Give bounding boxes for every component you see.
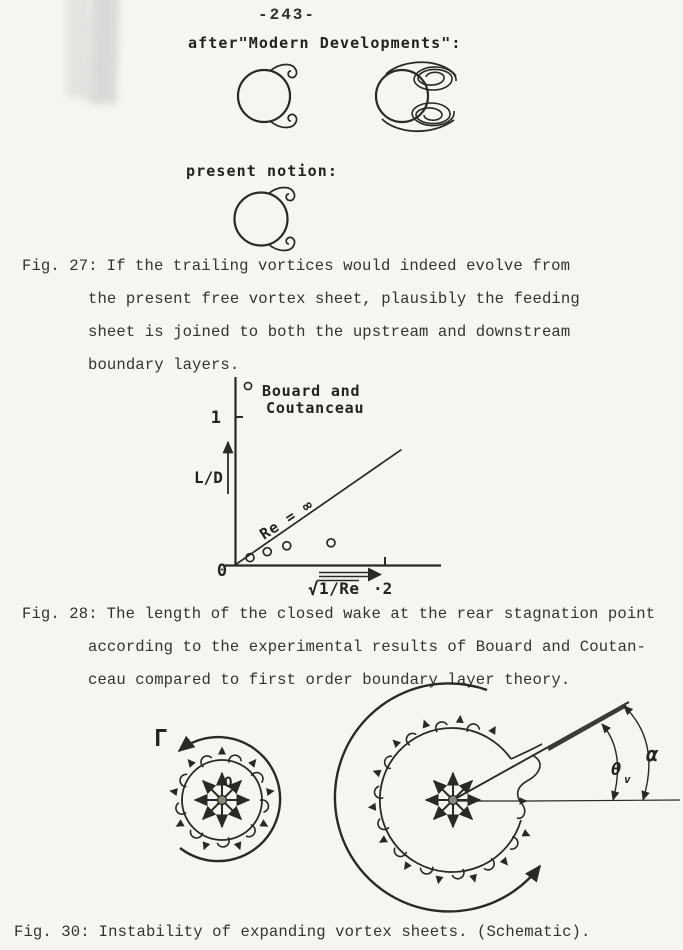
cylinder-circle [376,70,428,122]
outward-arrow-tick [434,876,443,885]
outward-arrow-tick [234,841,244,851]
theta-subscript: v [624,773,631,786]
caption-text: The length of the closed wake at the rear stagnation point [106,605,656,623]
fig28-caption [22,598,677,697]
plot-points [235,450,402,565]
doubled-sheet-strip [547,703,627,751]
caption-line: boundary layers. [88,356,240,374]
outward-arrow-tick [367,803,376,812]
sheet-connector [511,744,542,759]
x-axis-label-radical: √ [308,580,319,600]
legend-label-line1: Bouard and [262,382,361,400]
fig27-present-notion-sketch [228,185,323,255]
reference-line-label: Re = ∞ [256,495,317,544]
source-center-dot [218,796,227,805]
data-point [327,539,335,547]
y-tick-label: 1 [210,408,221,428]
outward-arrow-tick [420,718,430,728]
scan-smudge [66,0,90,98]
curl-arrow [199,754,213,766]
source-center-dot [449,796,458,805]
outward-arrow-tick [488,724,499,735]
page-number: -243- [258,6,317,24]
caption-text: If the trailing vortices would indeed evolve from [106,257,571,275]
figure-tag: Fig. 28: [22,605,98,623]
outward-arrow-tick [522,829,533,840]
caption-line [22,250,672,283]
outward-arrow-tick [259,819,270,830]
curl-arrow [435,721,448,731]
outward-arrow-tick [174,819,185,830]
fig27-caption [22,250,672,382]
theta-label: θ [611,760,622,780]
outward-arrow-tick [390,737,401,748]
source-strength-label: Q [224,775,233,791]
curl-arrow [175,802,186,815]
caption-line [22,598,677,631]
outward-arrow-tick [169,787,178,796]
horizontal-reference-line [527,800,680,801]
caption-line: ceau compared to first order boundary layer theory. [88,671,571,689]
caption-line: the present free vortex sheet, plausibly the feeding [88,290,580,308]
caption-text: Instability of expanding vortex sheets. (Schematic). [98,923,591,941]
legend-label-line2: Coutanceau [266,399,365,417]
origin-label: 0 [216,561,228,581]
outward-arrow-tick [401,861,412,872]
sheet-perturbation-wiggle [517,755,540,818]
source-star [195,773,249,827]
reference-line [235,450,402,565]
spiral-vortex [412,103,454,126]
scan-smudge [88,0,120,104]
outward-arrow-tick [500,857,511,868]
x-axis-label: 1/Re [319,579,360,598]
cylinder-with-small-curls-sketch [238,65,297,128]
outward-arrow-tick [469,874,479,884]
outward-arrow-tick [248,756,259,767]
alpha-label: α [646,742,659,766]
x-tick-label: ·2 [373,579,393,598]
large-vortex-schematic [335,683,680,911]
fig27-sketch-pair [180,58,480,158]
small-vortex-schematic [154,726,280,861]
curl-arrow [392,844,406,859]
fig28-graph [180,372,480,607]
cylinder-circle [238,70,290,122]
outward-arrow-tick [218,747,226,755]
figure-tag: Fig. 30: [14,923,90,941]
outward-arrow-tick [266,787,275,796]
outward-arrow-tick [456,714,465,723]
source-star [426,773,480,827]
data-point [283,542,291,550]
data-point [263,548,271,556]
cylinder-with-spiral-vortices-sketch [376,62,456,131]
y-axis-label: L/D [194,468,223,487]
caption-line [14,916,674,949]
outward-arrow-tick [371,767,381,777]
outward-arrow-tick [200,841,210,851]
outward-arrow-tick [377,835,388,846]
gamma-label: Γ [154,726,168,752]
figure-tag: Fig. 27: [22,257,98,275]
legend-marker-circle [244,382,251,389]
caption-line: according to the experimental results of Bouard and Coutan- [88,638,647,656]
cylinder-circle [235,193,288,246]
fig27-heading-modern-developments: after"Modern Developments": [188,34,462,52]
curl-arrow [374,786,384,799]
outward-arrow-tick [185,756,196,767]
caption-line: sheet is joined to both the upstream and downstream [88,323,571,341]
fig27-heading-present-notion: present notion: [186,162,338,180]
fig30-caption [14,916,674,949]
fig30-sketch [100,688,683,928]
